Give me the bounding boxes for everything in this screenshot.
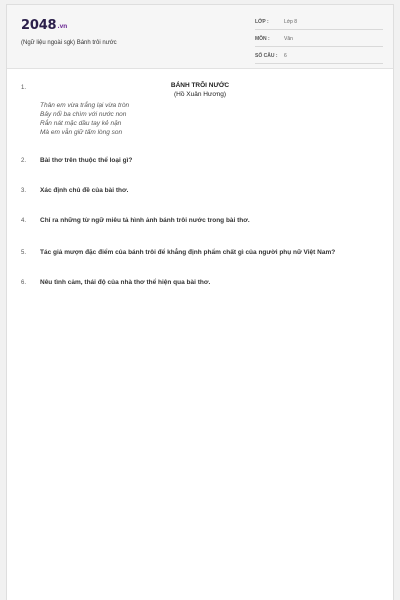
worksheet-header [7, 5, 393, 69]
question-text: Bài thơ trên thuộc thể loại gì? [40, 157, 133, 164]
question-text: Chỉ ra những từ ngữ miêu tả hình ảnh bánh trôi nước trong bài thơ. [40, 217, 250, 224]
site-logo[interactable] [21, 18, 67, 33]
question-number: 6. [21, 280, 27, 286]
question-number: 2. [21, 158, 27, 164]
meta-label: MÔN : [255, 36, 270, 42]
poem-line: Rắn nát mặc dầu tay kẻ nặn [40, 120, 122, 127]
logo-domain: .vn [57, 23, 68, 30]
question-number: 4. [21, 218, 27, 224]
meta-row-grade [255, 14, 383, 30]
meta-value: Lớp 8 [284, 19, 298, 25]
poem-line: Bảy nổi ba chìm với nước non [40, 111, 127, 118]
logo-text: 2048 [21, 18, 57, 33]
poem-line: Mà em vẫn giữ tấm lòng son [40, 129, 123, 136]
meta-row-count [255, 48, 383, 64]
meta-label: LỚP : [255, 19, 269, 25]
question-number: 1. [21, 85, 27, 91]
question-text: Nêu tình cảm, thái độ của nhà thơ thể hiện qua bài thơ. [40, 279, 211, 286]
document-title: (Ngữ liệu ngoài sgk) Bánh trôi nước [21, 40, 117, 46]
question-text: Tác giả mượn đặc điểm của bánh trôi để khẳng định phẩm chất gì của người phụ nữ Việt Nam? [40, 249, 336, 256]
poem-author: (Hồ Xuân Hương) [174, 91, 226, 98]
poem-line: Thân em vừa trắng lại vừa tròn [40, 102, 130, 109]
poem-title: BÁNH TRÔI NƯỚC [170, 82, 230, 89]
meta-value: Văn [284, 36, 293, 42]
meta-value: 6 [284, 53, 287, 59]
meta-row-subject [255, 31, 383, 47]
worksheet [6, 4, 394, 600]
question-text: Xác định chủ đề của bài thơ. [40, 187, 129, 194]
question-number: 3. [21, 188, 27, 194]
meta-info [255, 14, 383, 65]
question-number: 5. [21, 250, 27, 256]
meta-label: SỐ CÂU : [255, 53, 278, 59]
